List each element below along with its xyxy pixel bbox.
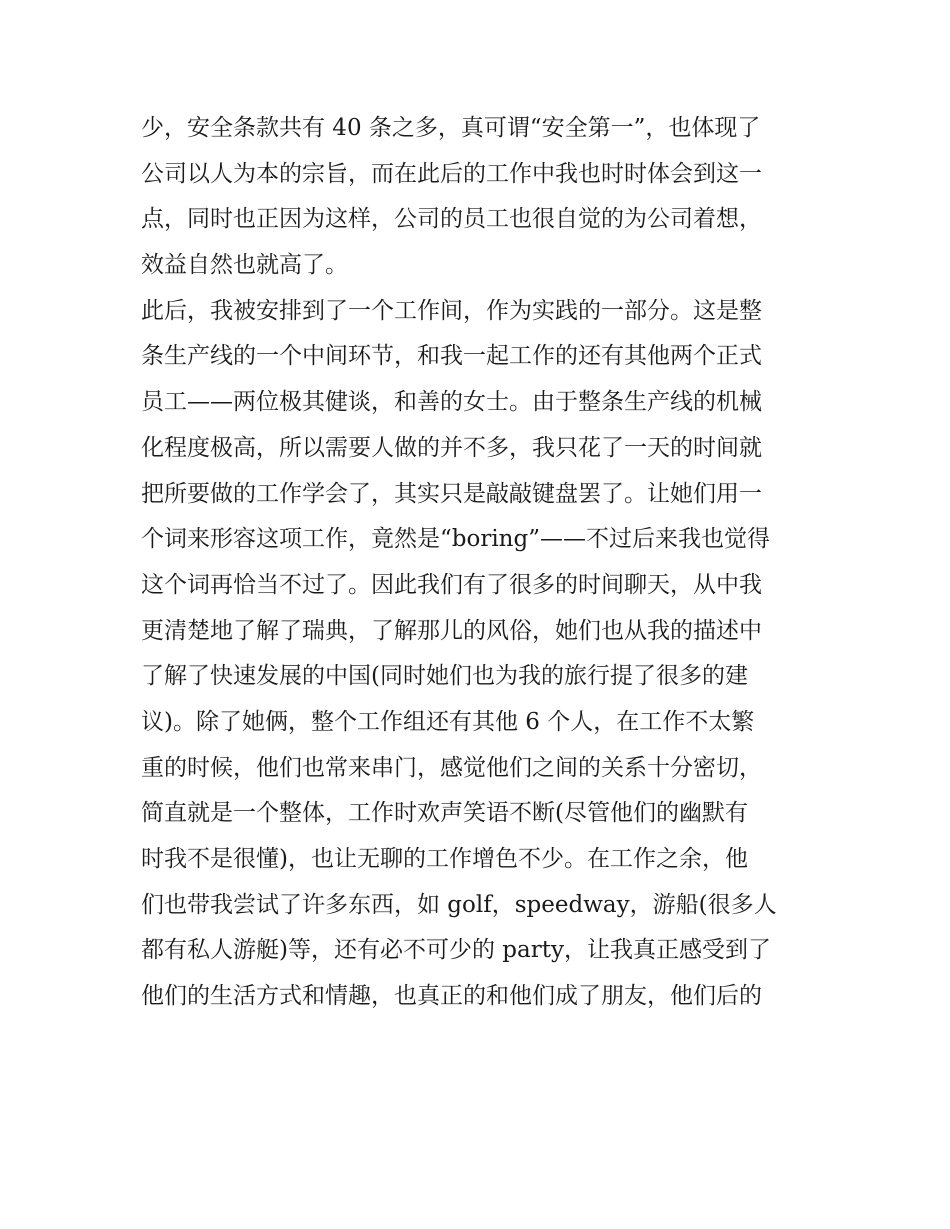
text-line: 个词来形容这项工作，竟然是“boring”——不过后来我也觉得 — [141, 526, 770, 553]
text-line: 少，安全条款共有 40 条之多，真可谓“安全第一”，也体现了 — [141, 115, 761, 141]
text-line: 这个词再恰当不过了。因此我们有了很多的时间聊天，从中我 — [141, 571, 762, 598]
text-line: 把所要做的工作学会了，其实只是敲敲键盘罢了。让她们用一 — [141, 480, 762, 507]
text-line: 都有私人游艇)等，还有必不可少的 party，让我真正感受到了 — [141, 937, 771, 964]
text-line: 点，同时也正因为这样，公司的员工也很自觉的为公司着想， — [141, 206, 762, 233]
text-line: 他们的生活方式和情趣，也真正的和他们成了朋友，他们后的 — [141, 983, 762, 1010]
text-line: 条生产线的一个中间环节，和我一起工作的还有其他两个正式 — [141, 343, 762, 370]
text-line: 议)。除了她俩，整个工作组还有其他 6 个人，在工作不太繁 — [141, 708, 755, 735]
text-line: 公司以人为本的宗旨，而在此后的工作中我也时时体会到这一 — [141, 160, 762, 187]
text-line: 员工——两位极其健谈，和善的女士。由于整条生产线的机械 — [141, 389, 762, 416]
text-line: 重的时候，他们也常来串门，感觉他们之间的关系十分密切， — [141, 754, 762, 781]
text-line: 此后，我被安排到了一个工作间，作为实践的一部分。这是整 — [141, 297, 762, 324]
text-line: 时我不是很懂)，也让无聊的工作增色不少。在工作之余，他 — [141, 846, 748, 872]
text-line: 们也带我尝试了许多东西，如 golf，speedway，游船(很多人 — [141, 891, 777, 918]
body-text — [141, 106, 831, 1020]
text-line: 简直就是一个整体，工作时欢声笑语不断(尽管他们的幽默有 — [141, 800, 748, 827]
text-line: 更清楚地了解了瑞典，了解那儿的风俗，她们也从我的描述中 — [141, 617, 762, 644]
text-line: 化程度极高，所以需要人做的并不多，我只花了一天的时间就 — [141, 434, 762, 461]
text-line: 了解了快速发展的中国(同时她们也为我的旅行提了很多的建 — [141, 663, 748, 690]
text-line: 效益自然也就高了。 — [141, 252, 348, 279]
